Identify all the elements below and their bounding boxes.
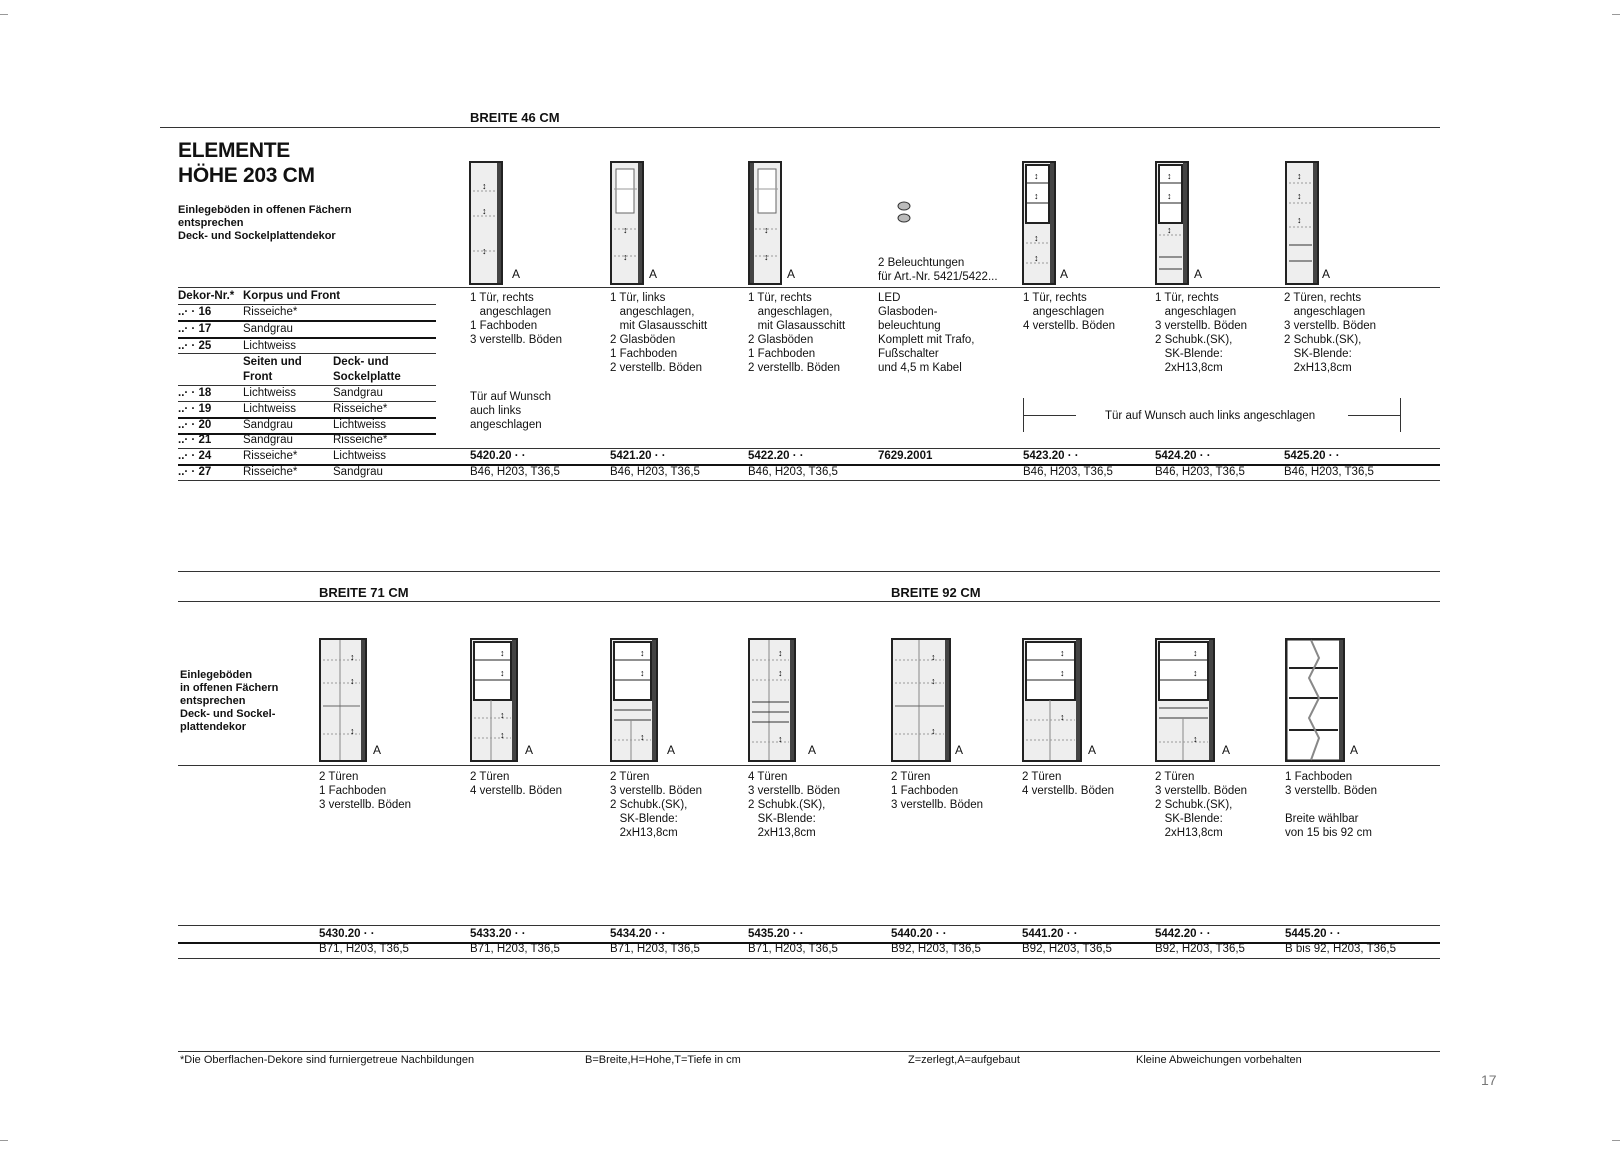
dekor-korpus: Risseiche* (243, 306, 298, 318)
note-line: Einlegeböden in offenen Fächern (178, 204, 352, 216)
svg-text:↕: ↕ (1060, 668, 1065, 678)
cabinet-5440-drawing (891, 638, 951, 762)
dimensions: B46, H203, T36,5 (748, 466, 838, 478)
article-number: 5445.20 · · (1285, 928, 1341, 940)
item-description: 2 Türen 3 verstellb. Böden 2 Schubk.(SK), SK-Blende: 2xH13,8cm (610, 771, 703, 839)
dekor-row (178, 305, 436, 321)
svg-text:↕: ↕ (778, 734, 783, 744)
svg-text:↕: ↕ (500, 648, 505, 658)
dekor-row (178, 418, 436, 434)
svg-text:↕: ↕ (778, 668, 783, 678)
cabinet-5423-drawing (1022, 161, 1056, 285)
dimensions: B92, H203, T36,5 (891, 943, 981, 955)
dekor-deck: Lichtweiss (333, 450, 387, 462)
item-description: 2 Türen 3 verstellb. Böden 2 Schubk.(SK), SK-Blende: 2xH13,8cm (1155, 771, 1248, 839)
dekor-deck: Lichtweiss (333, 419, 387, 431)
svg-text:↕: ↕ (1034, 253, 1039, 263)
dekor-row (178, 433, 436, 449)
page-title (178, 138, 315, 188)
article-number: 5434.20 · · (610, 928, 666, 940)
svg-text:↕: ↕ (500, 710, 505, 720)
note-line: Deck- und Sockel- (180, 708, 276, 720)
article-number: 5423.20 · · (1023, 450, 1079, 462)
divider (160, 127, 1440, 128)
svg-text:↕: ↕ (1297, 171, 1302, 181)
cabinet-5434-drawing (610, 638, 658, 762)
item-description: 1 Fachboden 3 verstellb. Böden Breite wählbar von 15 bis 92 cm (1285, 771, 1378, 839)
page-number: 17 (1481, 1072, 1497, 1088)
dekor-deck: Sandgrau (333, 466, 383, 478)
led-lights-drawing (896, 200, 912, 226)
section-label-breite-92: BREITE 92 CM (891, 585, 981, 600)
dimensions: B46, H203, T36,5 (470, 466, 560, 478)
svg-text:↕: ↕ (1034, 233, 1039, 243)
svg-text:↕: ↕ (764, 225, 769, 235)
assembled-mark: A (1350, 743, 1359, 757)
svg-text:↕: ↕ (1193, 734, 1198, 744)
led-caption: 2 Beleuchtungen für Art.-Nr. 5421/5422... (878, 257, 998, 283)
dekor-deck: Risseiche* (333, 434, 388, 446)
dekor-korpus: Sandgrau (243, 323, 293, 335)
divider (178, 601, 1440, 602)
article-number: 5435.20 · · (748, 928, 804, 940)
svg-text:↕: ↕ (931, 726, 936, 736)
item-description: 1 Tür, links angeschlagen, mit Glasausschitt 2 Glasböden 1 Fachboden 2 verstellb. Böden (610, 292, 708, 374)
note-line: Deck- und Sockelplattendekor (178, 230, 336, 242)
note-line: Einlegeböden (180, 669, 253, 681)
cabinet-5433-drawing (470, 638, 518, 762)
dekor-nr: ..· · 25 (178, 340, 212, 352)
item-description: 2 Türen, rechts angeschlagen 3 verstellb. Böden 2 Schubk.(SK), SK-Blende: 2xH13,8cm (1284, 292, 1377, 374)
svg-text:↕: ↕ (778, 648, 783, 658)
dekor-nr: ..· · 21 (178, 434, 212, 446)
dimensions: B46, H203, T36,5 (1284, 466, 1374, 478)
dekor-row (178, 386, 436, 402)
svg-text:↕: ↕ (482, 181, 487, 191)
cabinet-5421-drawing (610, 161, 644, 285)
item-description: 2 Türen 4 verstellb. Böden (470, 771, 563, 797)
dekor-seiten: Risseiche* (243, 450, 298, 462)
assembled-mark: A (1322, 267, 1331, 281)
assembled-mark: A (667, 743, 676, 757)
article-number: 5430.20 · · (319, 928, 375, 940)
article-number: 5422.20 · · (748, 450, 804, 462)
article-number: 7629.2001 (878, 450, 933, 462)
svg-text:↕: ↕ (764, 252, 769, 262)
subhead-front: Front (243, 371, 273, 383)
dekor-header-nr: Dekor-Nr.* (178, 290, 235, 302)
dekor-row (178, 449, 436, 465)
dekor-seiten: Sandgrau (243, 419, 293, 431)
dimensions: B92, H203, T36,5 (1022, 943, 1112, 955)
dimensions: B46, H203, T36,5 (1023, 466, 1113, 478)
dekor-row (178, 465, 436, 481)
bracket-line-right (1348, 415, 1401, 416)
item-description: 4 Türen 3 verstellb. Böden 2 Schubk.(SK), SK-Blende: 2xH13,8cm (748, 771, 841, 839)
divider (178, 480, 1440, 481)
svg-text:↕: ↕ (1297, 191, 1302, 201)
item-description: 1 Tür, rechts angeschlagen 1 Fachboden 3 verstellb. Böden (470, 292, 563, 346)
divider (178, 571, 1440, 572)
note-line: entsprechen (180, 695, 246, 707)
divider (178, 287, 1440, 288)
assembled-mark: A (787, 267, 796, 281)
svg-text:↕: ↕ (482, 246, 487, 256)
svg-text:↕: ↕ (1060, 648, 1065, 658)
dekor-nr: ..· · 27 (178, 466, 212, 478)
note-line: in offenen Fächern (180, 682, 279, 694)
item-description: 2 Türen 1 Fachboden 3 verstellb. Böden (891, 771, 984, 811)
svg-text:↕: ↕ (1167, 171, 1172, 181)
dekor-seiten: Lichtweiss (243, 403, 297, 415)
door-note: Tür auf Wunsch auch links angeschlagen (470, 391, 551, 431)
assembled-mark: A (1088, 743, 1097, 757)
svg-text:↕: ↕ (1167, 225, 1172, 235)
top-note (178, 204, 352, 243)
dekor-nr: ..· · 24 (178, 450, 212, 462)
svg-text:↕: ↕ (1193, 648, 1198, 658)
assembled-mark: A (1060, 267, 1069, 281)
cabinet-5435-drawing (748, 638, 796, 762)
svg-text:↕: ↕ (640, 648, 645, 658)
article-number: 5424.20 · · (1155, 450, 1211, 462)
divider (178, 958, 1440, 959)
dimensions: B bis 92, H203, T36,5 (1285, 943, 1397, 955)
article-number: 5441.20 · · (1022, 928, 1078, 940)
crop-mark (1612, 1140, 1620, 1141)
svg-text:↕: ↕ (1167, 191, 1172, 201)
cabinet-5420-drawing (469, 161, 503, 285)
article-number: 5433.20 · · (470, 928, 526, 940)
cabinet-5441-drawing (1022, 638, 1082, 762)
subhead-seiten: Seiten und (243, 356, 302, 368)
assembled-mark: A (808, 743, 817, 757)
item-description: 2 Türen 1 Fachboden 3 verstellb. Böden (319, 771, 412, 811)
dekor-seiten: Lichtweiss (243, 387, 297, 399)
svg-text:↕: ↕ (931, 676, 936, 686)
article-number: 5440.20 · · (891, 928, 947, 940)
assembled-mark: A (525, 743, 534, 757)
bracket-line-left (1023, 415, 1076, 416)
svg-text:↕: ↕ (1034, 171, 1039, 181)
footer-note-dekore: *Die Oberflachen-Dekore sind furniergetreue Nachbildungen (180, 1054, 475, 1066)
svg-text:↕: ↕ (623, 225, 628, 235)
svg-text:↕: ↕ (931, 652, 936, 662)
item-description: 2 Türen 4 verstellb. Böden (1022, 771, 1115, 797)
svg-text:↕: ↕ (350, 652, 355, 662)
svg-text:↕: ↕ (1060, 712, 1065, 722)
bottom-note (180, 669, 278, 734)
article-number: 5442.20 · · (1155, 928, 1211, 940)
dekor-nr: ..· · 19 (178, 403, 212, 415)
svg-text:↕: ↕ (1034, 191, 1039, 201)
cabinet-5445-drawing (1285, 638, 1345, 762)
dekor-row (178, 322, 436, 338)
divider (178, 765, 1440, 766)
svg-text:↕: ↕ (1297, 215, 1302, 225)
svg-text:↕: ↕ (500, 730, 505, 740)
dekor-seiten: Risseiche* (243, 466, 298, 478)
dimensions: B71, H203, T36,5 (319, 943, 409, 955)
divider (178, 925, 1440, 926)
assembled-mark: A (955, 743, 964, 757)
dekor-nr: ..· · 16 (178, 306, 212, 318)
dimensions: B71, H203, T36,5 (748, 943, 838, 955)
dekor-table-header (178, 289, 436, 305)
svg-text:↕: ↕ (1193, 668, 1198, 678)
item-description: 1 Tür, rechts angeschlagen 4 verstellb. Böden (1023, 292, 1116, 332)
assembled-mark: A (1222, 743, 1231, 757)
item-description: LED Glasboden- beleuchtung Komplett mit Trafo, Fußschalter und 4,5 m Kabel (878, 292, 975, 374)
cabinet-5424-drawing (1155, 161, 1189, 285)
cabinet-5425-drawing (1285, 161, 1319, 285)
note-line: plattendekor (180, 721, 247, 733)
svg-text:↕: ↕ (482, 206, 487, 216)
dekor-deck: Risseiche* (333, 403, 388, 415)
cabinet-5442-drawing (1155, 638, 1215, 762)
cabinet-5422-drawing (748, 161, 782, 285)
footer-note-dimensions: B=Breite,H=Hohe,T=Tiefe in cm (585, 1054, 741, 1066)
crop-mark (1612, 14, 1620, 15)
dekor-row (178, 402, 436, 418)
footer-note-assembly: Z=zerlegt,A=aufgebaut (908, 1054, 1020, 1066)
article-number: 5421.20 · · (610, 450, 666, 462)
section-label-breite-46: BREITE 46 CM (470, 110, 560, 125)
range-note: Tür auf Wunsch auch links angeschlagen (1105, 410, 1316, 422)
svg-text:↕: ↕ (500, 668, 505, 678)
article-number: 5425.20 · · (1284, 450, 1340, 462)
dekor-deck: Sandgrau (333, 387, 383, 399)
divider (178, 353, 436, 354)
note-line: entsprechen (178, 217, 244, 229)
assembled-mark: A (649, 267, 658, 281)
dimensions: B71, H203, T36,5 (610, 943, 700, 955)
footer-note-disclaimer: Kleine Abweichungen vorbehalten (1136, 1054, 1302, 1066)
dimensions: B46, H203, T36,5 (610, 466, 700, 478)
assembled-mark: A (512, 267, 521, 281)
crop-mark (0, 1140, 8, 1141)
dekor-seiten: Sandgrau (243, 434, 293, 446)
title-line: ELEMENTE (178, 139, 290, 162)
dekor-korpus: Lichtweiss (243, 340, 297, 352)
assembled-mark: A (373, 743, 382, 757)
article-number: 5420.20 · · (470, 450, 526, 462)
svg-text:↕: ↕ (350, 676, 355, 686)
dimensions: B46, H203, T36,5 (1155, 466, 1245, 478)
dekor-nr: ..· · 17 (178, 323, 212, 335)
bracket-right (1400, 398, 1401, 432)
assembled-mark: A (1194, 267, 1203, 281)
dekor-subheader (243, 355, 433, 385)
svg-text:↕: ↕ (640, 668, 645, 678)
item-description: 1 Tür, rechts angeschlagen, mit Glasausschitt 2 Glasböden 1 Fachboden 2 verstellb. Böden (748, 292, 846, 374)
dekor-header-korpus: Korpus und Front (243, 290, 341, 302)
footer-divider (178, 1051, 1440, 1052)
subhead-sockel: Sockelplatte (333, 371, 401, 383)
dekor-nr: ..· · 18 (178, 387, 212, 399)
dimensions: B92, H203, T36,5 (1155, 943, 1245, 955)
dimensions: B71, H203, T36,5 (470, 943, 560, 955)
dekor-nr: ..· · 20 (178, 419, 212, 431)
range-bracket (1023, 398, 1401, 432)
crop-mark (0, 14, 8, 15)
section-label-breite-71: BREITE 71 CM (319, 585, 409, 600)
title-line: HÖHE 203 CM (178, 164, 315, 187)
cabinet-5430-drawing (319, 638, 367, 762)
svg-text:↕: ↕ (640, 732, 645, 742)
item-description: 1 Tür, rechts angeschlagen 3 verstellb. Böden 2 Schubk.(SK), SK-Blende: 2xH13,8cm (1155, 292, 1248, 374)
svg-text:↕: ↕ (350, 726, 355, 736)
svg-text:↕: ↕ (623, 252, 628, 262)
subhead-deck: Deck- und (333, 356, 389, 368)
